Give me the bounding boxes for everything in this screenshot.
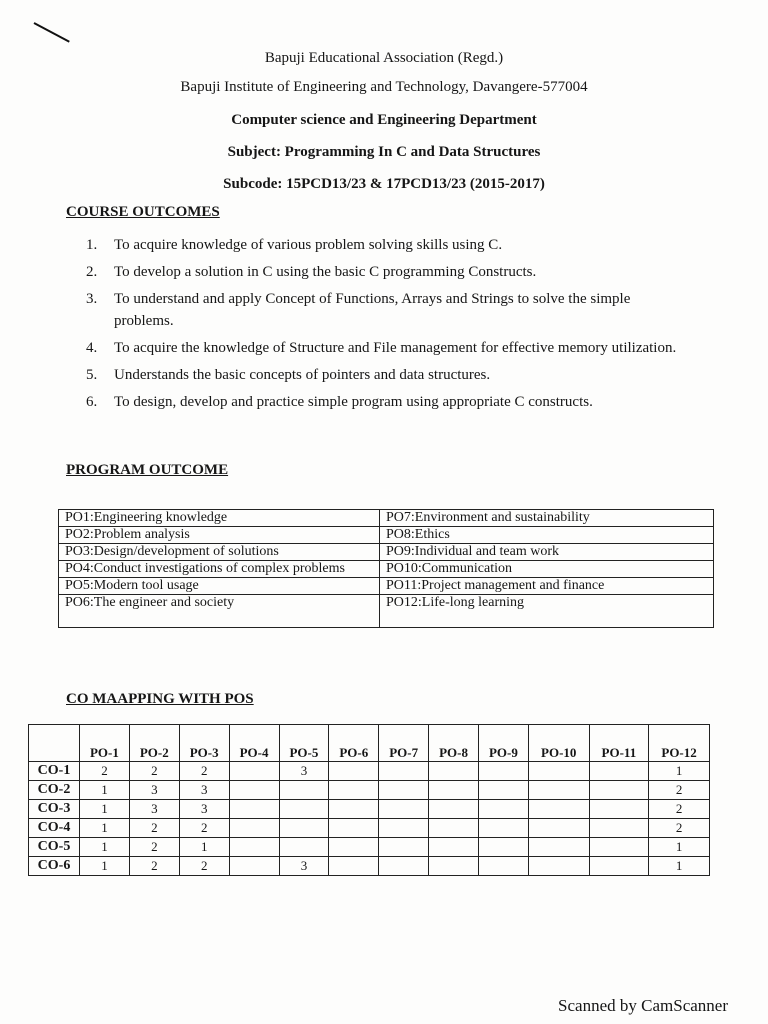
table-cell [329,800,379,819]
table-cell: PO9:Individual and team work [380,544,714,561]
table-cell: 1 [80,838,130,857]
table-cell: PO6:The engineer and society [59,595,380,628]
program-outcome-table [58,509,714,628]
table-cell [379,857,429,876]
table-cell [429,819,479,838]
column-header: PO-4 [229,725,279,762]
table-cell [229,800,279,819]
table-cell: 2 [129,762,179,781]
row-header: CO-1 [29,762,80,781]
table-row [29,838,710,857]
table-cell [379,819,429,838]
row-header: CO-5 [29,838,80,857]
table-cell: PO12:Life-long learning [380,595,714,628]
table-cell [479,857,529,876]
table-row [59,595,714,628]
table-cell [479,838,529,857]
program-outcome-title: PROGRAM OUTCOME [66,462,229,478]
table-row [29,800,710,819]
table-cell [329,838,379,857]
table-cell: 3 [179,800,229,819]
table-cell: 1 [649,762,710,781]
column-header: PO-12 [649,725,710,762]
column-header: PO-10 [528,725,589,762]
row-header: CO-6 [29,857,80,876]
table-cell [329,762,379,781]
column-header [29,725,80,762]
table-cell [279,819,329,838]
table-cell [528,857,589,876]
table-row [29,857,710,876]
table-cell [379,838,429,857]
table-cell [229,819,279,838]
table-cell: 2 [129,819,179,838]
table-cell [429,781,479,800]
column-header: PO-8 [429,725,479,762]
table-row [59,510,714,527]
table-cell [479,781,529,800]
table-cell: 1 [80,781,130,800]
list-item [86,288,686,332]
column-header: PO-5 [279,725,329,762]
scanner-watermark: Scanned by CamScanner [558,996,728,1015]
table-cell [429,762,479,781]
table-cell [528,800,589,819]
table-cell: PO1:Engineering knowledge [59,510,380,527]
table-row [59,544,714,561]
co-mapping-title: CO MAAPPING WITH POS [66,691,254,707]
table-header-row [29,725,710,762]
table-cell: 1 [649,857,710,876]
table-cell: PO2:Problem analysis [59,527,380,544]
pen-stroke-mark [34,22,70,43]
table-cell: 2 [80,762,130,781]
table-cell [589,781,649,800]
table-cell: 2 [649,800,710,819]
table-cell: 2 [179,819,229,838]
table-cell [429,838,479,857]
table-cell [229,857,279,876]
list-item-text: Understands the basic concepts of pointers and data structures. [114,367,491,383]
row-header: CO-2 [29,781,80,800]
table-cell [329,781,379,800]
association-name: Bapuji Educational Association (Regd.) [264,50,504,66]
table-row [59,527,714,544]
table-cell: 1 [80,857,130,876]
table-cell [429,857,479,876]
table-cell: 1 [179,838,229,857]
table-cell: PO7:Environment and sustainability [380,510,714,527]
table-cell: 3 [179,781,229,800]
table-row [29,762,710,781]
table-row [59,578,714,595]
table-cell [479,800,529,819]
list-item-number: 2. [86,264,98,280]
table-cell: PO8:Ethics [380,527,714,544]
list-item-number: 6. [86,394,98,410]
list-item-number: 5. [86,367,98,383]
column-header: PO-6 [329,725,379,762]
table-cell [229,762,279,781]
subcode-line: Subcode: 15PCD13/23 & 17PCD13/23 (2015-2017) [223,176,545,192]
list-item [86,234,686,256]
column-header: PO-9 [479,725,529,762]
list-item-text: To understand and apply Concept of Functions, Arrays and Strings to solve the simple problems. [114,291,631,329]
table-cell [379,762,429,781]
co-mapping-table [28,724,710,876]
table-cell [329,857,379,876]
table-cell: 3 [279,762,329,781]
table-cell [279,781,329,800]
table-cell [528,819,589,838]
table-cell [279,800,329,819]
table-row [29,781,710,800]
table-cell [429,800,479,819]
row-header: CO-3 [29,800,80,819]
table-cell [589,800,649,819]
table-cell [528,781,589,800]
table-cell: 1 [649,838,710,857]
table-cell: PO5:Modern tool usage [59,578,380,595]
course-outcomes-list [86,234,686,418]
list-item [86,364,686,386]
table-cell [229,838,279,857]
department-name: Computer science and Engineering Department [231,112,537,128]
column-header: PO-3 [179,725,229,762]
table-cell [229,781,279,800]
table-cell [329,819,379,838]
table-cell: PO11:Project management and finance [380,578,714,595]
column-header: PO-2 [129,725,179,762]
list-item [86,261,686,283]
table-row [29,819,710,838]
table-cell [479,819,529,838]
list-item-text: To acquire the knowledge of Structure and File management for effective memory utilization. [114,340,677,356]
table-cell [589,857,649,876]
table-cell: 1 [80,800,130,819]
table-cell: 3 [129,781,179,800]
column-header: PO-7 [379,725,429,762]
table-cell [479,762,529,781]
list-item-text: To design, develop and practice simple program using appropriate C constructs. [114,394,593,410]
subject-line: Subject: Programming In C and Data Structures [227,144,541,160]
table-cell: PO4:Conduct investigations of complex problems [59,561,380,578]
table-cell: 3 [129,800,179,819]
table-cell: PO10:Communication [380,561,714,578]
table-cell: 2 [179,762,229,781]
row-header: CO-4 [29,819,80,838]
list-item [86,337,686,359]
table-cell [589,838,649,857]
table-cell: 3 [279,857,329,876]
table-cell: 2 [649,819,710,838]
table-cell: 2 [129,838,179,857]
table-cell: 2 [179,857,229,876]
list-item-text: To develop a solution in C using the basic C programming Constructs. [114,264,537,280]
table-cell [379,800,429,819]
list-item [86,391,686,413]
table-cell [379,781,429,800]
column-header: PO-1 [80,725,130,762]
list-item-number: 1. [86,237,98,253]
table-cell [528,762,589,781]
course-outcomes-title: COURSE OUTCOMES [66,204,220,220]
list-item-number: 4. [86,340,98,356]
table-cell: PO3:Design/development of solutions [59,544,380,561]
institute-name: Bapuji Institute of Engineering and Technology, Davangere-577004 [180,79,588,95]
column-header: PO-11 [589,725,649,762]
table-cell [589,819,649,838]
table-cell: 1 [80,819,130,838]
list-item-text: To acquire knowledge of various problem solving skills using C. [114,237,503,253]
table-cell: 2 [129,857,179,876]
table-cell [589,762,649,781]
table-cell [279,838,329,857]
table-cell [528,838,589,857]
table-row [59,561,714,578]
table-cell: 2 [649,781,710,800]
list-item-number: 3. [86,291,98,307]
